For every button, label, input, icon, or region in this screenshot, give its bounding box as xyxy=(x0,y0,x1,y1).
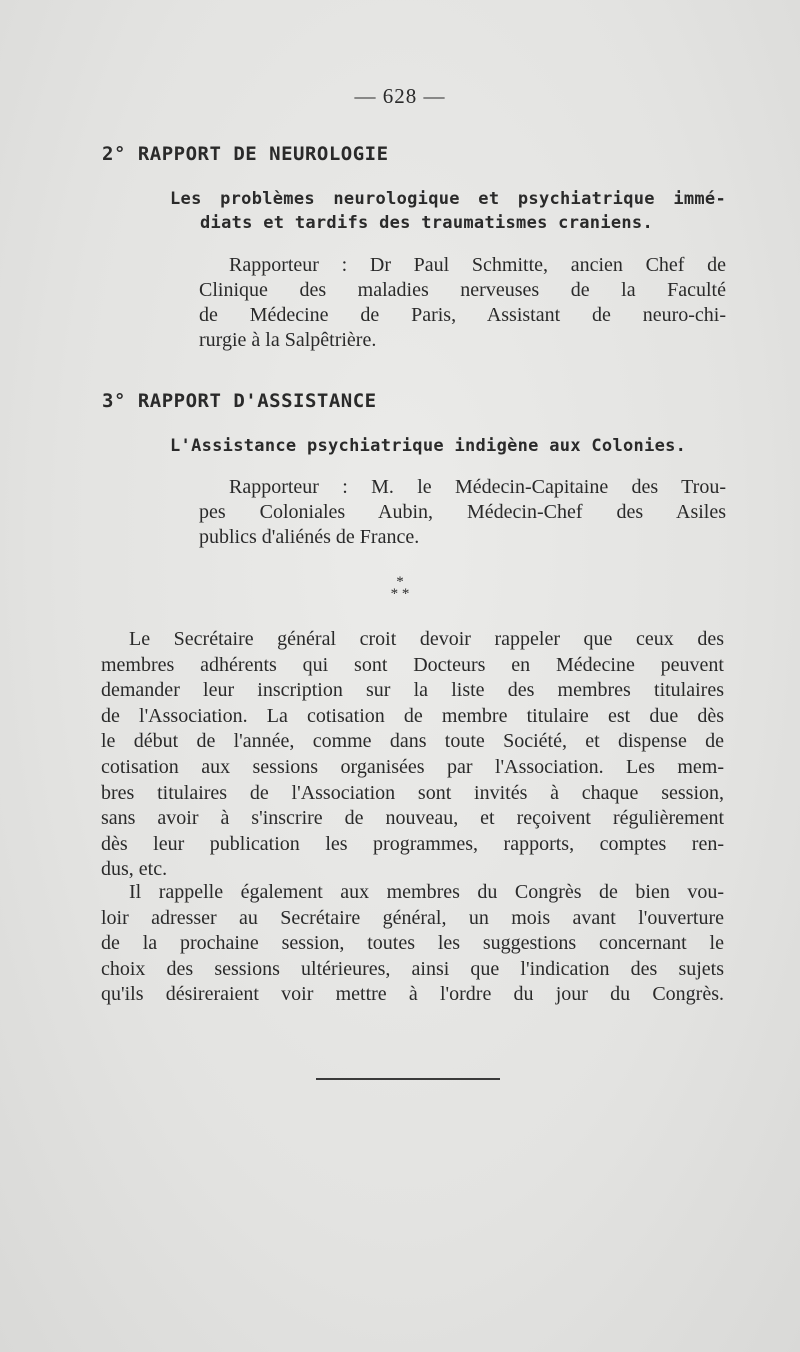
reporter-line: Clinique des maladies nerveuses de la Faculté xyxy=(199,279,726,301)
paragraph-line: loir adresser au Secrétaire général, un mois avant l'ouverture xyxy=(101,906,724,929)
paragraph-line: choix des sessions ultérieures, ainsi que l'indication des sujets xyxy=(101,957,724,980)
paragraph-line: bres titulaires de l'Association sont invités à chaque session, xyxy=(101,781,724,804)
asterism-top: * xyxy=(396,574,404,590)
paragraph-line: Il rappelle également aux membres du Congrès de bien vou- xyxy=(129,881,724,903)
paragraph-line: de l'Association. La cotisation de membre titulaire est due dès xyxy=(101,704,724,727)
reporter-line: publics d'aliénés de France. xyxy=(199,526,420,548)
paragraph-line: qu'ils désireraient voir mettre à l'ordre du jour du Congrès. xyxy=(101,983,724,1006)
reporter-line: Rapporteur : Dr Paul Schmitte, ancien Chef de xyxy=(229,254,726,276)
reporter-line: pes Coloniales Aubin, Médecin-Chef des Asiles xyxy=(199,501,726,523)
paragraph-line: dus, etc. xyxy=(101,858,168,881)
asterism-separator xyxy=(0,576,800,600)
page-number: — 628 — xyxy=(354,84,446,108)
section-reporter-neurologie xyxy=(199,253,726,353)
section-subject-assistance xyxy=(170,434,726,458)
subject-line: L'Assistance psychiatrique indigène aux Colonies. xyxy=(170,436,687,456)
paragraph-line: de la prochaine session, toutes les suggestions concernant le xyxy=(101,932,724,955)
paragraph-membership xyxy=(101,627,724,883)
subject-line: diats et tardifs des traumatismes craniens. xyxy=(200,213,653,233)
paragraph-line: demander leur inscription sur la liste des membres titulaires xyxy=(101,679,724,702)
paragraph-line: sans avoir à s'inscrire de nouveau, et reçoivent régulièrement xyxy=(101,807,724,830)
section-heading-neurologie: 2° RAPPORT DE NEUROLOGIE xyxy=(102,143,389,165)
paragraph-line: cotisation aux sessions organisées par l'Association. Les mem- xyxy=(101,755,724,778)
asterism-bottom: * * xyxy=(390,586,410,602)
paragraph-line: membres adhérents qui sont Docteurs en Médecine peuvent xyxy=(101,653,724,676)
section-heading-assistance: 3° RAPPORT D'ASSISTANCE xyxy=(102,390,377,412)
reporter-line: Rapporteur : M. le Médecin-Capitaine des Trou- xyxy=(229,476,726,498)
closing-rule xyxy=(316,1078,500,1080)
paragraph-line: Le Secrétaire général croit devoir rappeler que ceux des xyxy=(129,628,724,650)
paragraph-line: le début de l'année, comme dans toute Société, et dispense de xyxy=(101,730,724,753)
reporter-line: rurgie à la Salpêtrière. xyxy=(199,329,377,351)
subject-line: Les problèmes neurologique et psychiatrique immé- xyxy=(170,189,726,209)
paragraph-line: dès leur publication les programmes, rapports, comptes ren- xyxy=(101,832,724,855)
paragraph-suggestions xyxy=(101,880,724,1008)
section-subject-neurologie xyxy=(170,187,726,235)
section-reporter-assistance xyxy=(199,475,726,550)
reporter-line: de Médecine de Paris, Assistant de neuro-chi- xyxy=(199,304,726,326)
